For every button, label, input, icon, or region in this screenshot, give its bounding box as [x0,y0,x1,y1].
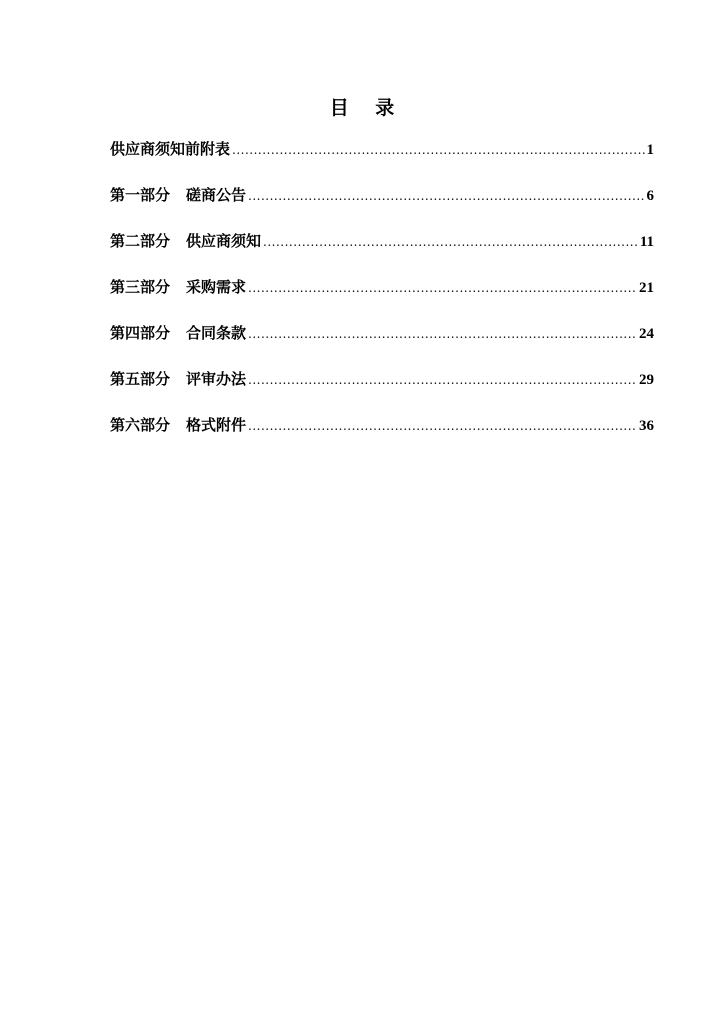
table-of-contents [110,136,654,458]
toc-entry-label: 供应商须知前附表 [110,140,231,158]
toc-page-number: 36 [639,418,654,434]
toc-page-number: 21 [639,280,654,296]
toc-entry[interactable] [110,182,654,228]
toc-page-number: 6 [646,188,654,204]
toc-dot-leader [232,137,644,163]
toc-entry-part: 第四部分 [110,324,171,342]
toc-entry[interactable] [110,412,654,458]
toc-entry[interactable] [110,366,654,412]
toc-dot-leader [248,321,637,347]
toc-entry-label: 评审办法 [186,370,247,388]
toc-page-number: 11 [639,234,654,250]
toc-entry[interactable] [110,136,654,182]
toc-page-number: 1 [646,142,654,158]
toc-entry-part: 第三部分 [110,278,171,296]
toc-dot-leader [248,367,637,393]
toc-entry-label: 磋商公告 [186,186,247,204]
toc-page-number: 24 [639,326,654,342]
toc-page-number: 29 [639,372,654,388]
toc-entry-part: 第二部分 [110,232,171,250]
toc-entry[interactable] [110,228,654,274]
toc-entry[interactable] [110,274,654,320]
toc-dot-leader [248,413,637,439]
toc-entry-part: 第六部分 [110,416,171,434]
toc-dot-leader [248,275,637,301]
toc-entry-label: 采购需求 [186,278,247,296]
toc-title: 目 录 [329,97,405,119]
toc-entry-part: 第一部分 [110,186,171,204]
toc-entry-part: 第五部分 [110,370,171,388]
toc-dot-leader [248,183,644,209]
toc-entry-label: 格式附件 [186,416,247,434]
toc-entry[interactable] [110,320,654,366]
toc-entry-label: 供应商须知 [186,232,262,250]
toc-entry-label: 合同条款 [186,324,247,342]
toc-dot-leader [263,229,638,255]
